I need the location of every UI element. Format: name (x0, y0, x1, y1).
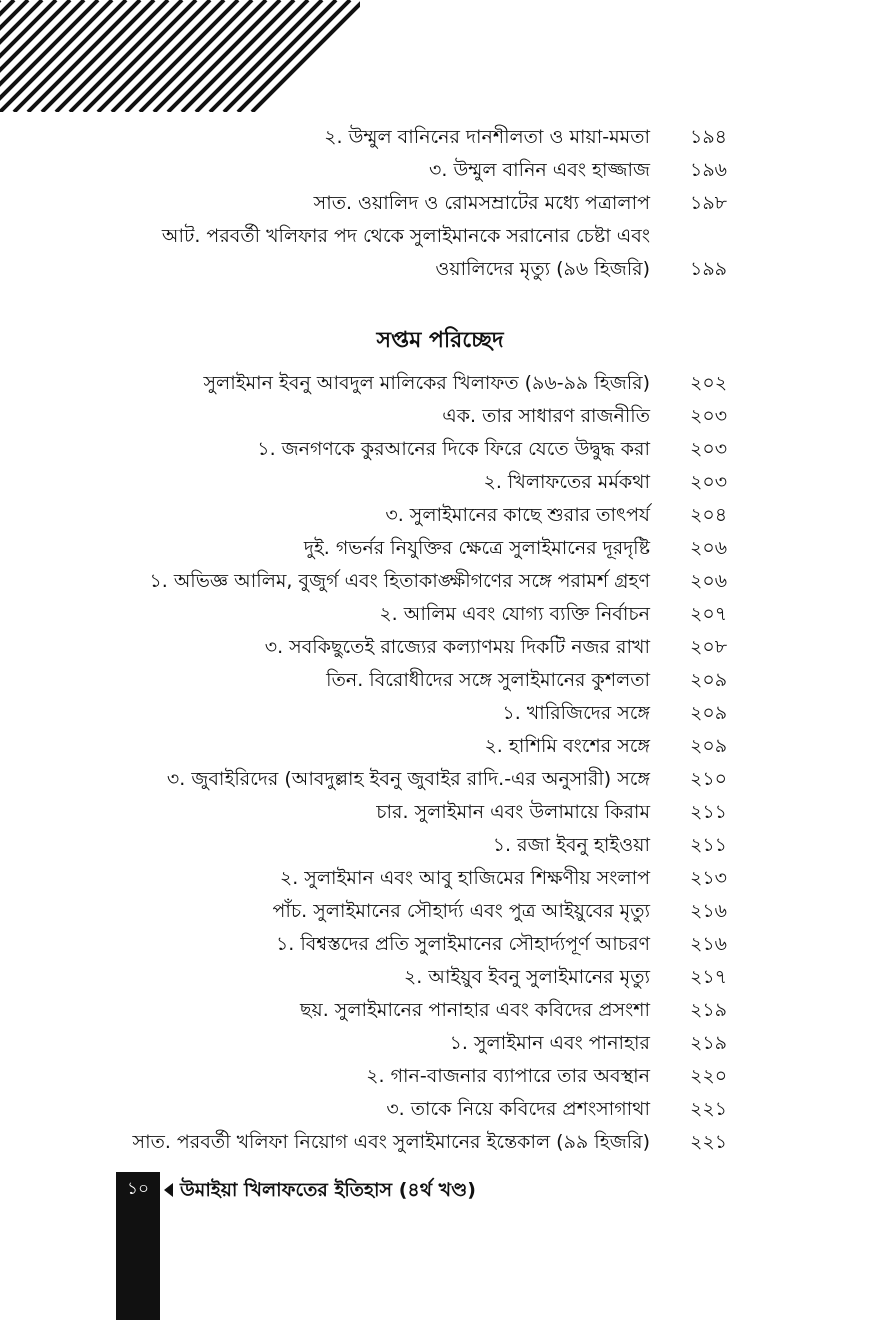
toc-entry (0, 155, 870, 185)
toc-entry (0, 1094, 870, 1124)
toc-entry (0, 401, 870, 431)
toc-entry-title: ১. খারিজিদের সঙ্গে (502, 702, 650, 724)
toc-entry-page: ২০৭ (690, 603, 728, 625)
toc-entry (0, 368, 870, 398)
toc-entry (0, 434, 870, 464)
toc-entry-title: ২. খিলাফতের মর্মকথা (483, 471, 650, 493)
toc-entry-title: ১. অভিজ্ঞ আলিম, বুজুর্গ এবং হিতাকাঙ্ক্ষীগণের সঙ্গে পরামর্শ গ্রহণ (149, 570, 650, 592)
toc-entry-title: ছয়. সুলাইমানের পানাহার এবং কবিদের প্রসংশা (300, 999, 650, 1021)
toc-entry-title: ২. সুলাইমান এবং আবু হাজিমের শিক্ষণীয় সংলাপ (279, 867, 650, 889)
chapter-heading: সপ্তম পরিচ্ছেদ (376, 328, 504, 353)
toc-entry-page: ২১৯ (690, 999, 728, 1021)
toc-entry (0, 764, 870, 794)
toc-entry-title: ১. রজা ইবনু হাইওয়া (492, 834, 650, 856)
toc-entry (0, 566, 870, 596)
toc-entry-title: সাত. পরবর্তী খলিফা নিয়োগ এবং সুলাইমানের ইন্তেকাল (৯৯ হিজরি) (132, 1131, 650, 1153)
toc-entry-page: ২০৯ (690, 735, 728, 757)
toc-entry-title: ৩. তাকে নিয়ে কবিদের প্রশংসাগাথা (386, 1098, 650, 1120)
toc-entry-title: ২. আইয়ুব ইবনু সুলাইমানের মৃত্যু (403, 966, 650, 988)
toc-entry-title: ৩. সুলাইমানের কাছে শুরার তাৎপর্য (385, 504, 650, 526)
toc-entry-page: ২০৩ (690, 405, 728, 427)
toc-entry-page: ২১৬ (690, 933, 728, 955)
toc-entry-title: আট. পরবর্তী খলিফার পদ থেকে সুলাইমানকে সরানোর চেষ্টা এবং (161, 225, 650, 247)
toc-entry-title: দুই. গভর্নর নিযুক্তির ক্ষেত্রে সুলাইমানের দূরদৃষ্টি (303, 537, 650, 559)
toc-entry-page: ২০৩ (690, 438, 728, 460)
toc-entry-page: ২২১ (690, 1131, 728, 1153)
toc-entry-title: সাত. ওয়ালিদ ও রোমসম্রাটের মধ্যে পত্রালাপ (313, 192, 650, 214)
toc-entry (0, 929, 870, 959)
toc-entry-page: ২০৬ (690, 570, 728, 592)
toc-entry-page: ১৯৮ (690, 192, 727, 214)
toc-entry (0, 188, 870, 218)
toc-entry-title: ২. উম্মুল বানিনের দানশীলতা ও মায়া-মমতা (324, 126, 650, 148)
toc-entry (0, 632, 870, 662)
toc-entry-title: ৩. সবকিছুতেই রাজ্যের কল্যাণময় দিকটি নজর রাখা (264, 636, 650, 658)
toc-entry-title: ২. গান-বাজনার ব্যাপারে তার অবস্থান (366, 1065, 650, 1087)
toc-entry-page: ২১৯ (690, 1032, 728, 1054)
toc-entry (0, 995, 870, 1025)
toc-entry-title: এক. তার সাধারণ রাজনীতি (442, 405, 650, 427)
toc-entry-page: ২১১ (690, 801, 728, 823)
toc-entry (0, 122, 870, 152)
toc-entry-page: ২২০ (690, 1065, 728, 1087)
toc-entry-title: পাঁচ. সুলাইমানের সৌহার্দ্য এবং পুত্র আইয়ুবের মৃত্যু (272, 900, 650, 922)
toc-entry (0, 830, 870, 860)
toc-entry-title: ১. সুলাইমান এবং পানাহার (449, 1032, 650, 1054)
toc-entry (0, 797, 870, 827)
toc-entry (0, 1127, 870, 1157)
toc-entry-page: ২১৬ (690, 900, 728, 922)
book-title: উমাইয়া খিলাফতের ইতিহাস (৪র্থ খণ্ড) (180, 1179, 476, 1201)
page-number: ১০ (126, 1179, 150, 1199)
toc-entry-page: ২০৯ (690, 669, 728, 691)
toc-entry (0, 467, 870, 497)
toc-entry-page: ২১১ (690, 834, 728, 856)
toc-entry-title: ৩. উম্মুল বানিন এবং হাজ্জাজ (429, 159, 650, 181)
toc-entry-page: ১৯৬ (690, 159, 728, 181)
toc-entry-page: ২০২ (690, 372, 728, 394)
toc-entry-page: ২১৭ (690, 966, 728, 988)
toc-entry-page: ২১৩ (690, 867, 728, 889)
toc-entry (0, 896, 870, 926)
toc-entry (0, 698, 870, 728)
decorative-stripes (0, 0, 360, 112)
toc-entry-page: ২০৯ (690, 702, 728, 724)
toc-entry-page: ২০৪ (690, 504, 728, 526)
toc-entry (0, 1028, 870, 1058)
toc-entry-title: ১. বিশ্বস্তদের প্রতি সুলাইমানের সৌহার্দ্যপূর্ণ আচরণ (275, 933, 650, 955)
toc-entry-page: ২০৮ (690, 636, 728, 658)
toc-entry-title: ২. আলিম এবং যোগ্য ব্যক্তি নির্বাচন (379, 603, 650, 625)
toc-entry (0, 962, 870, 992)
toc-entry (0, 1061, 870, 1091)
toc-entry-title: ওয়ালিদের মৃত্যু (৯৬ হিজরি) (435, 258, 650, 280)
toc-entry-title: তিন. বিরোধীদের সঙ্গে সুলাইমানের কুশলতা (326, 669, 650, 691)
toc-entry-page: ২২১ (690, 1098, 728, 1120)
toc-entry-title: ৩. জুবাইরিদের (আবদুল্লাহ ইবনু জুবাইর রাদি.-এর অনুসারী) সঙ্গে (166, 768, 650, 790)
toc-entry-page: ২১০ (690, 768, 728, 790)
left-arrow-icon (164, 1183, 173, 1197)
toc-entry (0, 254, 870, 284)
toc-entry-title: ২. হাশিমি বংশের সঙ্গে (484, 735, 650, 757)
toc-entry (0, 221, 870, 251)
toc-entry-title: ১. জনগণকে কুরআনের দিকে ফিরে যেতে উদ্বুদ্ধ করা (257, 438, 650, 460)
toc-entry-page: ১৯৪ (690, 126, 727, 148)
toc-entry-title: চার. সুলাইমান এবং উলামায়ে কিরাম (376, 801, 650, 823)
toc-entry (0, 863, 870, 893)
toc-entry (0, 665, 870, 695)
toc-entry (0, 599, 870, 629)
toc-entry-page: ২০৬ (690, 537, 728, 559)
toc-entry (0, 533, 870, 563)
toc-entry-page: ২০৩ (690, 471, 728, 493)
toc-entry-title: সুলাইমান ইবনু আবদুল মালিকের খিলাফত (৯৬-৯৯ হিজরি) (203, 372, 650, 394)
toc-entry-page: ১৯৯ (690, 258, 727, 280)
toc-entry (0, 500, 870, 530)
toc-entry (0, 731, 870, 761)
